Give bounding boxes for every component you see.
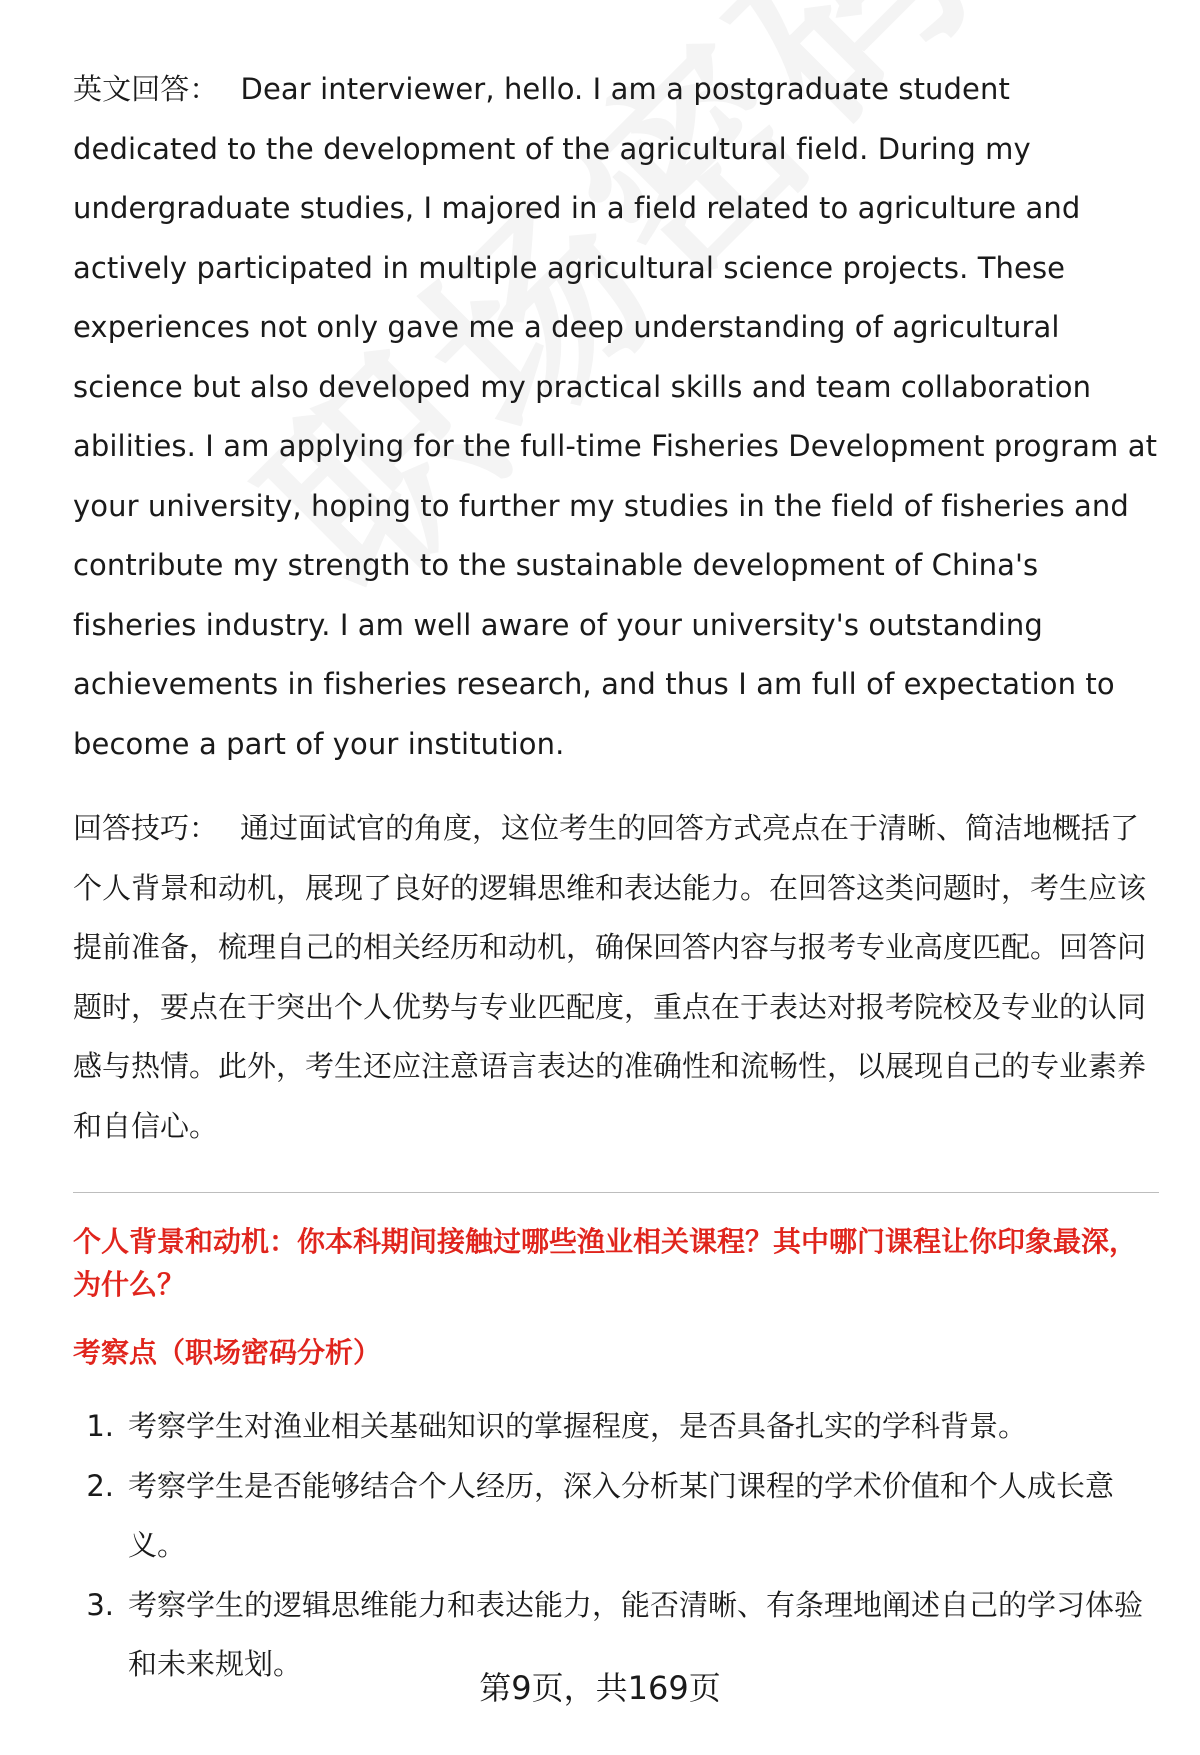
answer-tips-label: 回答技巧： [73,811,219,845]
answer-tips-text: 通过面试官的角度，这位考生的回答方式亮点在于清晰、简洁地概括了个人背景和动机，展现了良好的逻辑思维和表达能力。在回答这类问题时，考生应该提前准备，梳理自己的相关经历和动机，确保回答内容与报考专业高度匹配。回答问题时，要点在于突出个人优势与专业匹配度，重点在于表达对报考院校及专业的认同感与热情。此外，考生还应注意语言表达的准确性和流畅性，以展现自己的专业素养和自信心。 [73,811,1147,1143]
assessment-points-list [73,1397,1159,1695]
point-text: 考察学生对渔业相关基础知识的掌握程度，是否具备扎实的学科背景。 [128,1409,1028,1443]
point-number: 2. [86,1468,114,1503]
point-text: 考察学生是否能够结合个人经历，深入分析某门课程的学术价值和个人成长意义。 [128,1468,1115,1562]
section-divider [73,1192,1159,1193]
english-answer-text: Dear interviewer, hello. I am a postgraduate student dedicated to the development of the agricultural field. During my undergraduate studies, I majored in a field related to agriculture and actively participated in multiple agricultural science projects. These experiences not only gave me a deep understanding of agricultural science but also developed my practical skills and team collaboration abilities. I am applying for the full-time Fisheries Development program at your university, hoping to further my studies in the field of fisheries and contribute my strength to the sustainable development of China's fisheries industry. I am well aware of your university's outstanding achievements in fisheries research, and thus I am full of expectation to become a part of your institution. [73,72,1158,761]
assessment-title: 考察点（职场密码分析） [73,1336,382,1369]
question-heading: 个人背景和动机：你本科期间接触过哪些渔业相关课程？其中哪门课程让你印象最深，为什么？ [73,1225,1138,1301]
page-footer: 第9页，共169页 [479,1669,721,1707]
point-text: 考察学生的逻辑思维能力和表达能力，能否清晰、有条理地阐述自己的学习体验和未来规划。 [128,1587,1144,1681]
answer-tips-paragraph [73,799,1159,1156]
english-answer-paragraph [73,60,1159,774]
point-number: 3. [86,1587,114,1622]
page-content [73,60,1159,1695]
assessment-point [73,1397,1159,1457]
point-number: 1. [86,1409,114,1443]
assessment-point [73,1457,1159,1576]
english-answer-label: 英文回答： [73,72,219,106]
